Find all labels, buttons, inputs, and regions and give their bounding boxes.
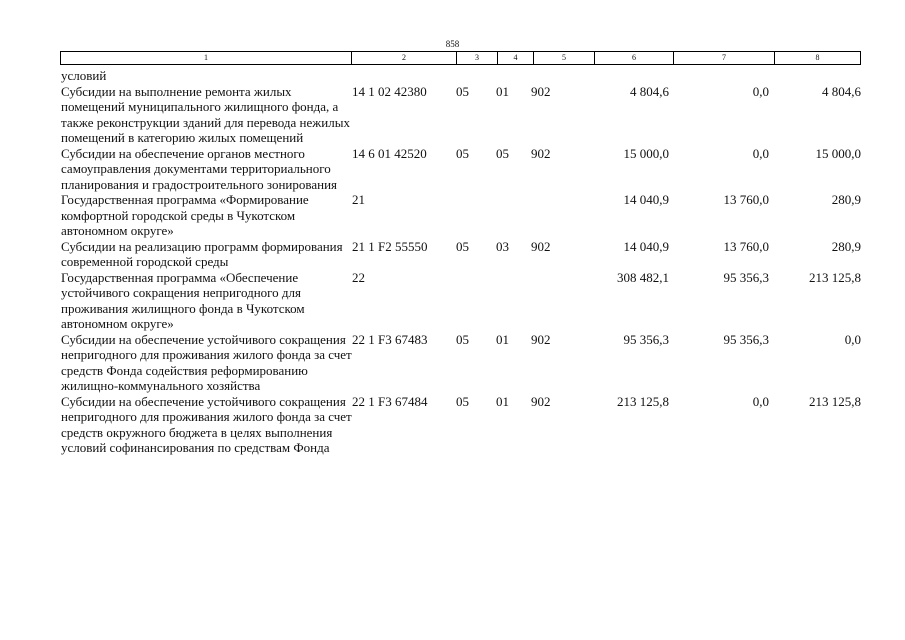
row-total: 308 482,1: [617, 269, 669, 285]
row-ministry: 902: [531, 238, 551, 254]
row-subsection: [496, 192, 531, 239]
row-regional: [769, 68, 861, 84]
row-name: Государственная программа «Формирование комфортной городской среды в Чукотском автономном округе»: [61, 192, 309, 238]
row-ministry: [531, 192, 591, 239]
row-regional: 213 125,8: [809, 393, 861, 409]
row-ministry: 902: [531, 83, 551, 99]
table-row: [61, 270, 861, 332]
header-col-2: 2: [351, 52, 456, 64]
row-federal: [669, 68, 769, 84]
row-code: 21: [352, 192, 365, 207]
row-regional: 213 125,8: [809, 269, 861, 285]
table-row: [61, 68, 861, 84]
row-federal: 0,0: [752, 83, 769, 99]
row-subsection: 05: [496, 145, 509, 161]
table-row: [61, 332, 861, 394]
table-row: [61, 239, 861, 270]
row-regional: 280,9: [831, 238, 861, 254]
row-name: Субсидии на обеспечение устойчивого сокращения непригодного для проживания жилого фонда за счет средств окружного бюджета в целях выполнения условий софинансирования по средствам Фонда: [61, 393, 352, 455]
row-code: 21 1 F2 55550: [352, 238, 428, 254]
row-code: [352, 68, 456, 84]
row-subsection: [496, 270, 531, 332]
row-name: Субсидии на реализацию программ формирования современной городской среды: [61, 238, 343, 269]
header-col-6: 6: [594, 52, 673, 64]
row-ministry: [531, 270, 591, 332]
row-name: Субсидии на выполнение ремонта жилых помещений муниципального жилищного фонда, а также реконструкции зданий для перевода нежилых помещений в категорию жилых помещений: [61, 83, 350, 145]
row-ministry: 902: [531, 331, 551, 347]
row-regional: 280,9: [831, 192, 861, 207]
row-name: условий: [61, 68, 107, 83]
row-total: 95 356,3: [623, 331, 669, 347]
table-row: [61, 146, 861, 193]
row-total: 14 040,9: [623, 238, 669, 254]
row-section: 05: [456, 83, 469, 99]
row-code: 22: [352, 269, 365, 285]
table-header: [60, 51, 861, 65]
row-name: Государственная программа «Обеспечение устойчивого сокращения непригодного для проживания жилищного фонда в Чукотском автономном округе»: [61, 269, 305, 331]
row-name: Субсидии на обеспечение органов местного самоуправления документами территориального планирования и градостроительного зонирования: [61, 145, 338, 192]
row-code: 22 1 F3 67484: [352, 393, 428, 409]
row-subsection: 01: [496, 83, 509, 99]
row-total: 4 804,6: [630, 83, 669, 99]
header-col-8: 8: [774, 52, 860, 64]
row-total: 213 125,8: [617, 393, 669, 409]
row-section: 05: [456, 331, 469, 347]
row-total: 15 000,0: [623, 145, 669, 161]
table-row: [61, 84, 861, 146]
table-body: [61, 68, 861, 456]
row-federal: 13 760,0: [723, 192, 769, 207]
row-code: 14 1 02 42380: [352, 83, 427, 99]
row-total: [591, 68, 669, 84]
row-code: 22 1 F3 67483: [352, 331, 428, 347]
row-subsection: [496, 68, 531, 84]
header-col-7: 7: [673, 52, 774, 64]
table-row: [61, 192, 861, 239]
page-number: 858: [445, 39, 460, 49]
row-federal: 95 356,3: [723, 331, 769, 347]
table-row: [61, 394, 861, 456]
row-federal: 95 356,3: [723, 269, 769, 285]
row-section: [456, 192, 496, 239]
row-total: 14 040,9: [623, 192, 669, 207]
row-name: Субсидии на обеспечение устойчивого сокращения непригодного для проживания жилого фонда за счет средств Фонда содействия реформированию жилищно-коммунального хозяйства: [61, 331, 352, 393]
header-col-1: 1: [204, 53, 208, 62]
header-col-5: 5: [533, 52, 594, 64]
row-regional: 0,0: [844, 331, 861, 347]
row-subsection: 03: [496, 238, 509, 254]
row-ministry: [531, 68, 591, 84]
row-section: 05: [456, 393, 469, 409]
row-ministry: 902: [531, 145, 551, 161]
row-federal: 0,0: [752, 393, 769, 409]
row-section: 05: [456, 238, 469, 254]
row-federal: 0,0: [752, 145, 769, 161]
row-ministry: 902: [531, 393, 551, 409]
row-section: 05: [456, 145, 469, 161]
row-section: [456, 270, 496, 332]
row-section: [456, 68, 496, 84]
row-subsection: 01: [496, 393, 509, 409]
row-regional: 15 000,0: [815, 145, 861, 161]
header-col-3: 3: [456, 52, 497, 64]
row-code: 14 6 01 42520: [352, 145, 427, 161]
row-federal: 13 760,0: [723, 238, 769, 254]
header-col-4: 4: [497, 52, 533, 64]
row-regional: 4 804,6: [822, 83, 861, 99]
row-subsection: 01: [496, 331, 509, 347]
